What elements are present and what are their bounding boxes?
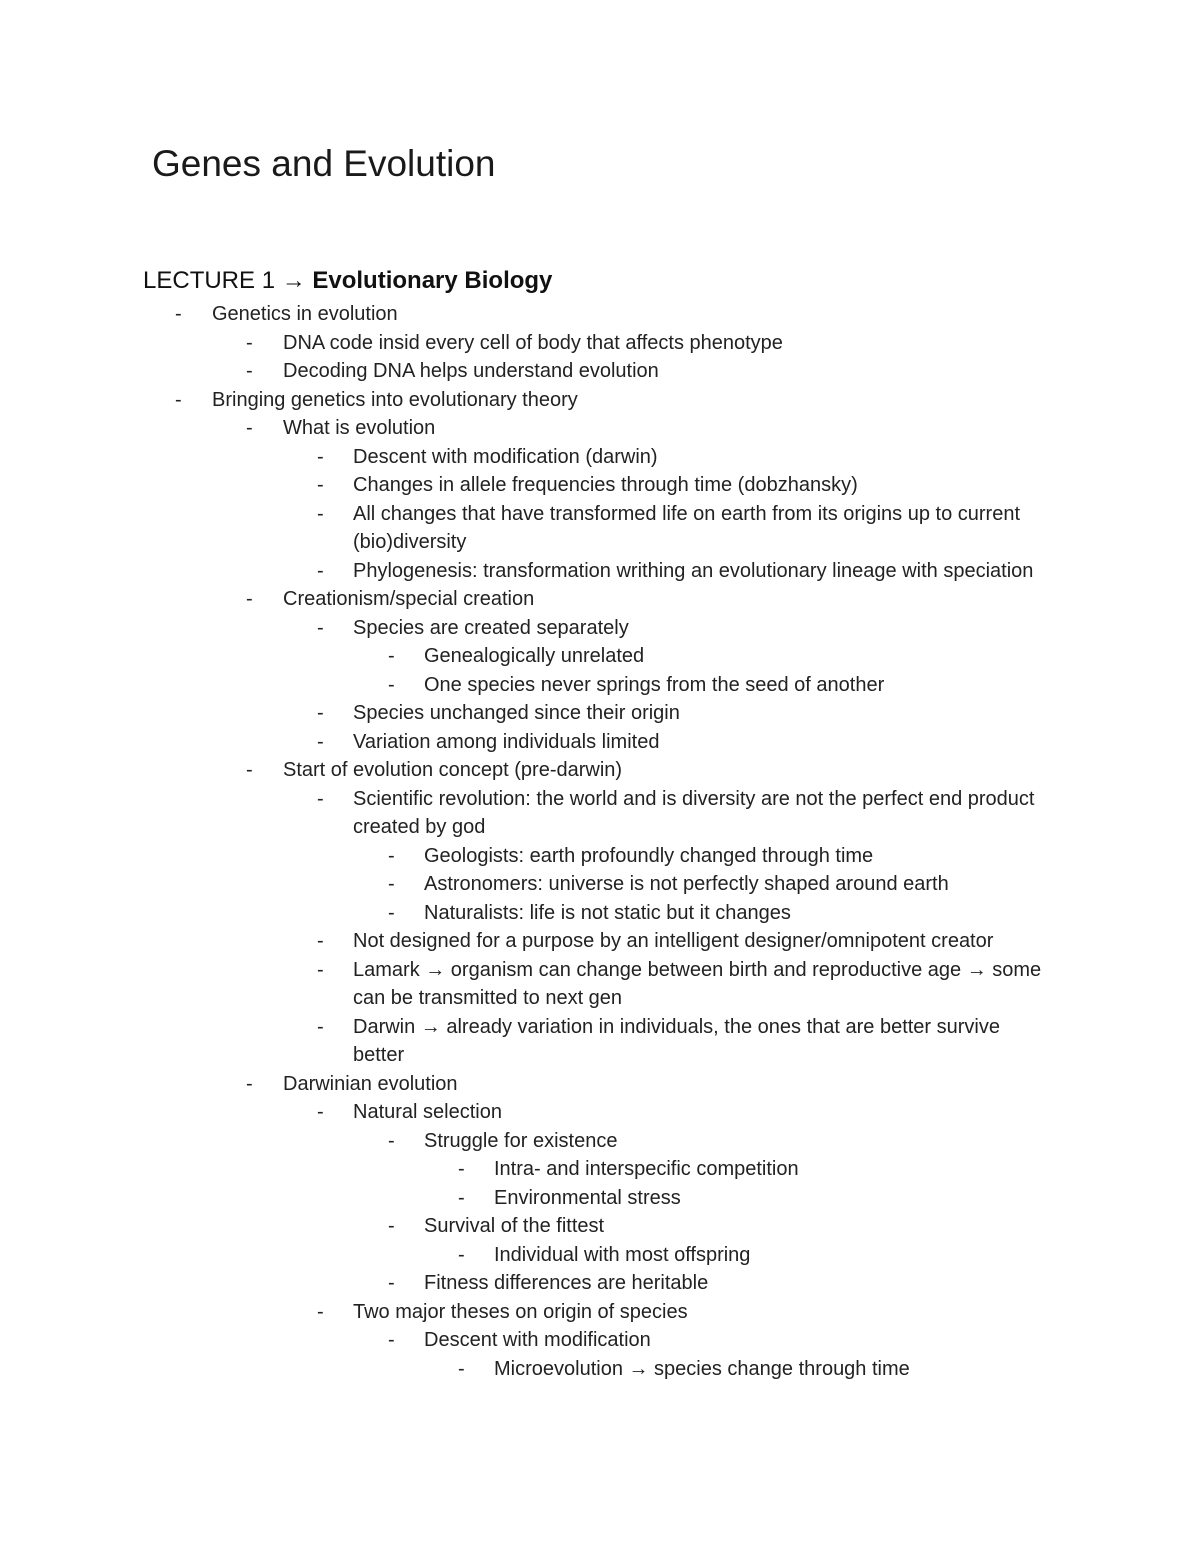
list-item-text: Microevolution → species change through time xyxy=(494,1357,910,1380)
bullet-dash: - xyxy=(458,1357,465,1380)
list-item xyxy=(0,1326,1200,1355)
list-item xyxy=(0,1013,1200,1070)
list-item-text: DNA code insid every cell of body that affects phenotype xyxy=(283,331,783,354)
list-item xyxy=(0,842,1200,871)
list-item-text: Darwin → already variation in individuals, the ones that are better survive better xyxy=(353,1015,1000,1066)
list-item xyxy=(0,1098,1200,1127)
list-item xyxy=(0,927,1200,956)
list-item-text: Geologists: earth profoundly changed through time xyxy=(424,844,874,867)
list-item xyxy=(0,728,1200,757)
list-item-text: Genealogically unrelated xyxy=(424,645,645,667)
list-item-text: Species unchanged since their origin xyxy=(353,702,680,724)
list-item-text: Struggle for existence xyxy=(424,1129,618,1152)
bullet-dash: - xyxy=(246,360,253,382)
list-item-text: Genetics in evolution xyxy=(212,303,398,325)
bullet-dash: - xyxy=(388,844,395,867)
list-item-text: Survival of the fittest xyxy=(424,1215,605,1237)
bullet-dash: - xyxy=(175,303,182,325)
list-item-text: One species never springs from the seed of another xyxy=(424,673,885,696)
bullet-dash: - xyxy=(246,331,253,354)
list-item xyxy=(0,756,1200,785)
bullet-dash: - xyxy=(246,417,253,439)
list-item xyxy=(0,300,1200,329)
bullet-dash: - xyxy=(317,1300,324,1323)
list-item-text: Bringing genetics into evolutionary theory xyxy=(212,388,578,411)
list-item-text: All changes that have transformed life on earth from its origins up to current (bio)diversity xyxy=(353,502,1021,553)
bullet-dash: - xyxy=(388,901,395,924)
list-item xyxy=(0,1070,1200,1099)
bullet-dash: - xyxy=(388,1129,395,1152)
list-item-text: Creationism/special creation xyxy=(283,588,535,610)
list-item-text: Not designed for a purpose by an intelligent designer/omnipotent creator xyxy=(353,930,994,952)
list-item-text: What is evolution xyxy=(283,417,436,439)
list-item-text: Variation among individuals limited xyxy=(353,730,660,753)
bullet-dash: - xyxy=(317,730,324,753)
bullet-dash: - xyxy=(317,1101,324,1123)
bullet-dash: - xyxy=(246,588,253,610)
list-item-text: Two major theses on origin of species xyxy=(353,1300,688,1323)
bullet-dash: - xyxy=(175,388,182,411)
bullet-dash: - xyxy=(317,616,324,639)
list-item-text: Species are created separately xyxy=(353,616,629,639)
bullet-dash: - xyxy=(317,1015,324,1038)
list-item xyxy=(0,1212,1200,1241)
list-item xyxy=(0,699,1200,728)
list-item xyxy=(0,785,1200,842)
bullet-dash: - xyxy=(246,1072,253,1095)
list-item xyxy=(0,956,1200,1013)
list-item xyxy=(0,414,1200,443)
bullet-dash: - xyxy=(317,474,324,496)
list-item xyxy=(0,1155,1200,1184)
list-item-text: Natural selection xyxy=(353,1101,502,1123)
bullet-dash: - xyxy=(388,1329,395,1351)
bullet-dash: - xyxy=(317,702,324,724)
list-item xyxy=(0,386,1200,415)
list-item xyxy=(0,1241,1200,1270)
list-item-text: Changes in allele frequencies through time (dobzhansky) xyxy=(353,474,858,496)
list-item xyxy=(0,899,1200,928)
bullet-dash: - xyxy=(317,930,324,952)
outline-list xyxy=(0,300,1200,1383)
list-item xyxy=(0,585,1200,614)
list-item xyxy=(0,329,1200,358)
list-item-text: Fitness differences are heritable xyxy=(424,1272,709,1294)
list-item-text: Decoding DNA helps understand evolution xyxy=(283,360,659,382)
bullet-dash: - xyxy=(317,445,324,468)
bullet-dash: - xyxy=(458,1158,465,1180)
list-item-text: Phylogenesis: transformation writhing an evolutionary lineage with speciation xyxy=(353,559,1034,582)
list-item-text: Intra- and interspecific competition xyxy=(494,1158,799,1180)
list-item-text: Scientific revolution: the world and is diversity are not the perfect end product created by god xyxy=(353,787,1035,838)
bullet-dash: - xyxy=(246,759,253,781)
list-item-text: Lamark → organism can change between birth and reproductive age → some can be transmitted to next gen xyxy=(353,958,1042,1009)
bullet-dash: - xyxy=(388,873,395,895)
bullet-dash: - xyxy=(388,1272,395,1294)
list-item xyxy=(0,471,1200,500)
list-item-text: Descent with modification xyxy=(424,1329,651,1351)
bullet-dash: - xyxy=(317,502,324,525)
list-item-text: Astronomers: universe is not perfectly shaped around earth xyxy=(424,873,949,895)
bullet-dash: - xyxy=(317,787,324,810)
list-item xyxy=(0,671,1200,700)
list-item xyxy=(0,500,1200,557)
bullet-dash: - xyxy=(458,1186,465,1209)
list-item-text: Individual with most offspring xyxy=(494,1243,751,1266)
list-item xyxy=(0,1298,1200,1327)
bullet-dash: - xyxy=(458,1243,465,1266)
list-item-text: Environmental stress xyxy=(494,1186,681,1209)
list-item xyxy=(0,557,1200,586)
list-item xyxy=(0,357,1200,386)
list-item-text: Descent with modification (darwin) xyxy=(353,445,658,468)
document-title: Genes and Evolution xyxy=(152,143,496,184)
list-item xyxy=(0,614,1200,643)
lecture-heading xyxy=(143,264,552,298)
list-item xyxy=(0,1355,1200,1384)
list-item-text: Naturalists: life is not static but it changes xyxy=(424,901,791,924)
list-item xyxy=(0,1184,1200,1213)
list-item xyxy=(0,642,1200,671)
list-item xyxy=(0,870,1200,899)
list-item-text: Darwinian evolution xyxy=(283,1072,458,1095)
bullet-dash: - xyxy=(388,645,395,667)
bullet-dash: - xyxy=(317,559,324,582)
list-item xyxy=(0,1127,1200,1156)
list-item-text: Start of evolution concept (pre-darwin) xyxy=(283,759,623,781)
lecture-name: Evolutionary Biology xyxy=(312,267,553,294)
list-item xyxy=(0,443,1200,472)
bullet-dash: - xyxy=(317,958,324,981)
bullet-dash: - xyxy=(388,1215,395,1237)
bullet-dash: - xyxy=(388,673,395,696)
lecture-label: LECTURE 1 → xyxy=(143,267,313,294)
list-item xyxy=(0,1269,1200,1298)
